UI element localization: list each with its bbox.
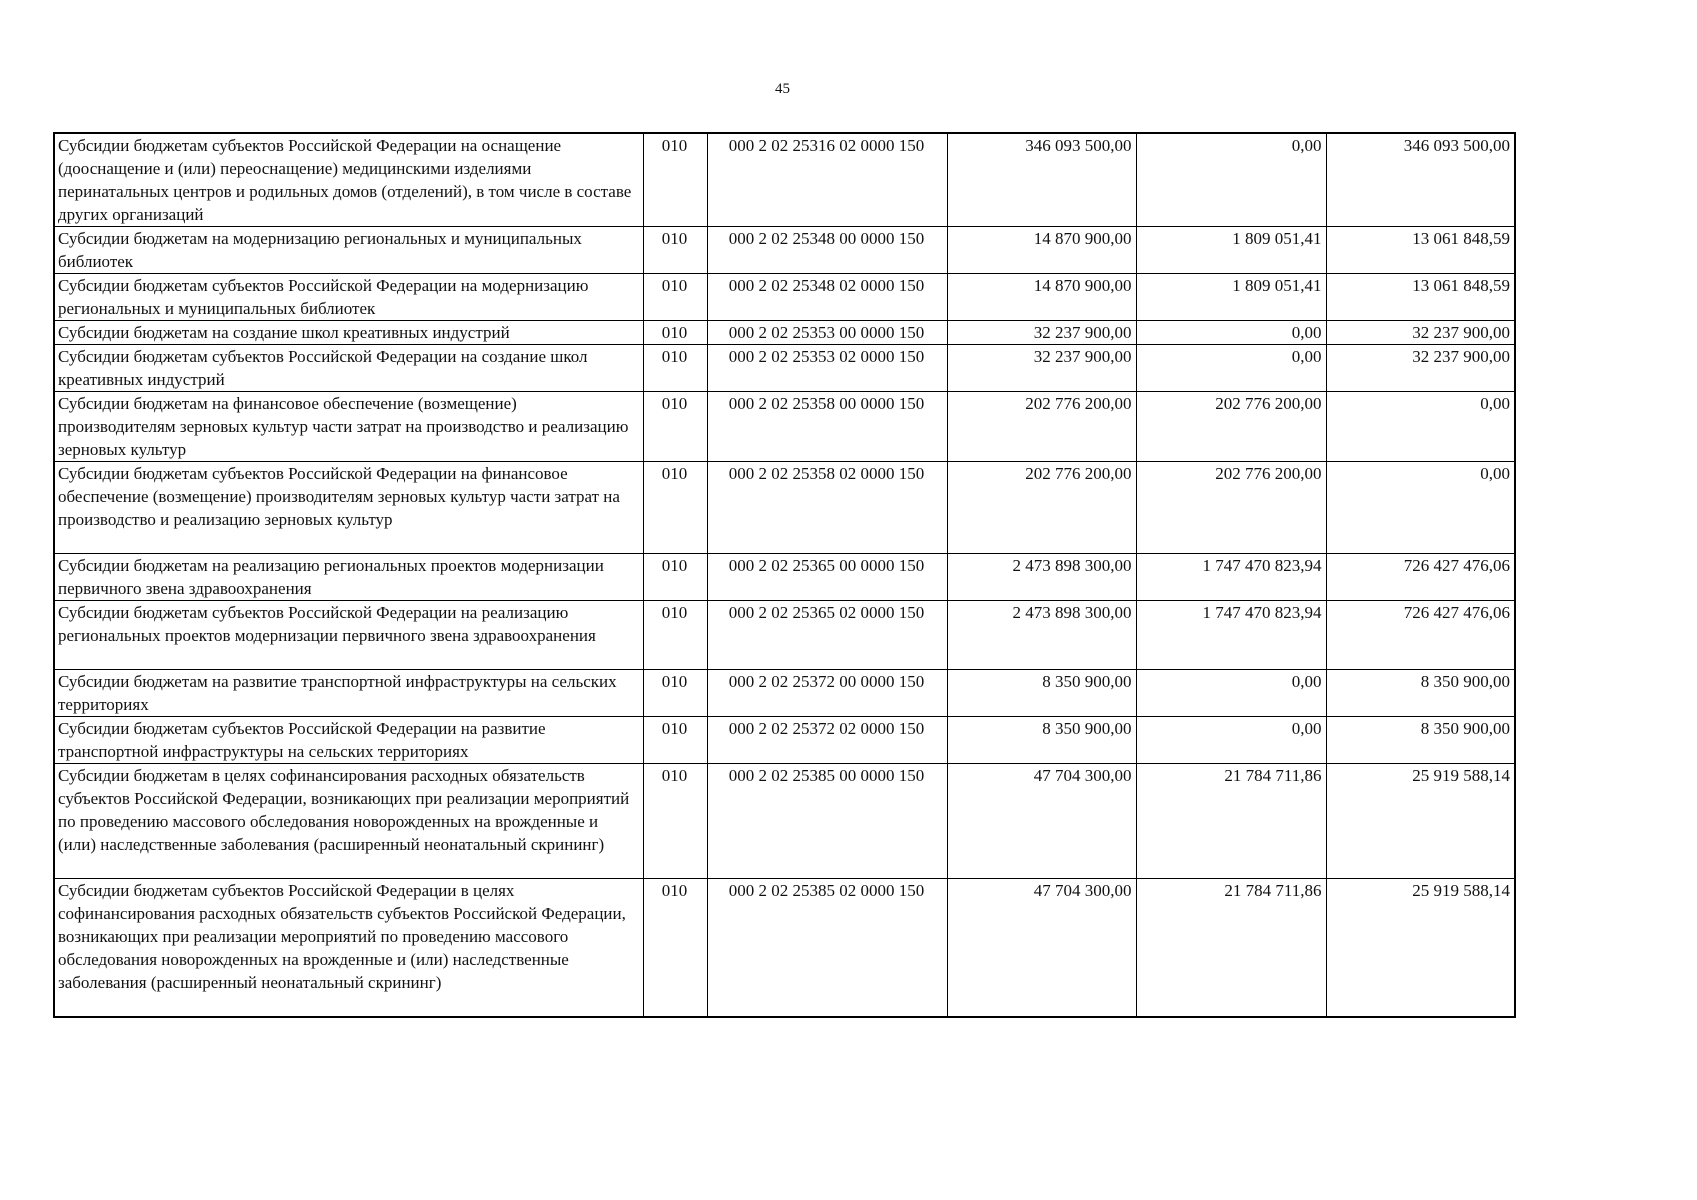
cell-approved: 14 870 900,00	[947, 274, 1136, 321]
cell-approved: 2 473 898 300,00	[947, 554, 1136, 601]
table-row	[54, 392, 1515, 462]
page-number: 45	[775, 81, 790, 97]
table-row	[54, 274, 1515, 321]
cell-line-code: 010	[643, 601, 707, 670]
cell-unexecuted: 726 427 476,06	[1326, 554, 1515, 601]
cell-name: Субсидии бюджетам субъектов Российской Федерации на реализацию региональных проектов модернизации первичного звена здравоохранения	[54, 601, 643, 670]
cell-unexecuted: 32 237 900,00	[1326, 345, 1515, 392]
cell-unexecuted: 25 919 588,14	[1326, 879, 1515, 1017]
table-row	[54, 462, 1515, 554]
cell-unexecuted: 13 061 848,59	[1326, 227, 1515, 274]
cell-executed: 1 747 470 823,94	[1136, 601, 1326, 670]
cell-name: Субсидии бюджетам в целях софинансирования расходных обязательств субъектов Российской Федерации, возникающих при реализации мероприятий по проведению массового обследования новорожденных на врожденные и (или) наследственные заболевания (расширенный неонатальный скрининг)	[54, 764, 643, 879]
cell-line-code: 010	[643, 554, 707, 601]
cell-unexecuted: 8 350 900,00	[1326, 717, 1515, 764]
table-row	[54, 554, 1515, 601]
cell-approved: 346 093 500,00	[947, 133, 1136, 227]
cell-line-code: 010	[643, 133, 707, 227]
cell-budget-code: 000 2 02 25353 00 0000 150	[707, 321, 947, 345]
cell-approved: 14 870 900,00	[947, 227, 1136, 274]
cell-name: Субсидии бюджетам на создание школ креативных индустрий	[54, 321, 643, 345]
cell-approved: 32 237 900,00	[947, 321, 1136, 345]
cell-executed: 202 776 200,00	[1136, 462, 1326, 554]
cell-budget-code: 000 2 02 25372 00 0000 150	[707, 670, 947, 717]
cell-unexecuted: 0,00	[1326, 392, 1515, 462]
cell-line-code: 010	[643, 274, 707, 321]
table-row	[54, 879, 1515, 1017]
cell-name: Субсидии бюджетам субъектов Российской Федерации на создание школ креативных индустрий	[54, 345, 643, 392]
cell-executed: 1 809 051,41	[1136, 227, 1326, 274]
cell-budget-code: 000 2 02 25316 02 0000 150	[707, 133, 947, 227]
cell-name: Субсидии бюджетам субъектов Российской Федерации на оснащение (дооснащение и (или) переоснащение) медицинскими изделиями перинатальных центров и родильных домов (отделений), в том числе в составе других организаций	[54, 133, 643, 227]
table-row	[54, 227, 1515, 274]
cell-executed: 1 809 051,41	[1136, 274, 1326, 321]
cell-approved: 32 237 900,00	[947, 345, 1136, 392]
cell-budget-code: 000 2 02 25365 02 0000 150	[707, 601, 947, 670]
cell-unexecuted: 346 093 500,00	[1326, 133, 1515, 227]
cell-budget-code: 000 2 02 25358 02 0000 150	[707, 462, 947, 554]
cell-approved: 8 350 900,00	[947, 670, 1136, 717]
cell-line-code: 010	[643, 764, 707, 879]
cell-unexecuted: 32 237 900,00	[1326, 321, 1515, 345]
cell-budget-code: 000 2 02 25358 00 0000 150	[707, 392, 947, 462]
cell-executed: 202 776 200,00	[1136, 392, 1326, 462]
cell-budget-code: 000 2 02 25348 02 0000 150	[707, 274, 947, 321]
cell-line-code: 010	[643, 717, 707, 764]
cell-line-code: 010	[643, 227, 707, 274]
cell-budget-code: 000 2 02 25365 00 0000 150	[707, 554, 947, 601]
cell-approved: 47 704 300,00	[947, 764, 1136, 879]
cell-approved: 202 776 200,00	[947, 392, 1136, 462]
cell-name: Субсидии бюджетам на реализацию региональных проектов модернизации первичного звена здравоохранения	[54, 554, 643, 601]
cell-approved: 2 473 898 300,00	[947, 601, 1136, 670]
budget-table	[53, 132, 1516, 1018]
cell-budget-code: 000 2 02 25353 02 0000 150	[707, 345, 947, 392]
cell-line-code: 010	[643, 345, 707, 392]
table-row	[54, 717, 1515, 764]
cell-executed: 1 747 470 823,94	[1136, 554, 1326, 601]
cell-unexecuted: 25 919 588,14	[1326, 764, 1515, 879]
table-row	[54, 764, 1515, 879]
cell-unexecuted: 8 350 900,00	[1326, 670, 1515, 717]
cell-executed: 21 784 711,86	[1136, 879, 1326, 1017]
table-row	[54, 345, 1515, 392]
cell-name: Субсидии бюджетам на финансовое обеспечение (возмещение) производителям зерновых культур части затрат на производство и реализацию зерновых культур	[54, 392, 643, 462]
cell-line-code: 010	[643, 879, 707, 1017]
cell-name: Субсидии бюджетам на развитие транспортной инфраструктуры на сельских территориях	[54, 670, 643, 717]
cell-executed: 0,00	[1136, 345, 1326, 392]
cell-unexecuted: 726 427 476,06	[1326, 601, 1515, 670]
cell-line-code: 010	[643, 462, 707, 554]
table-row	[54, 133, 1515, 227]
cell-budget-code: 000 2 02 25372 02 0000 150	[707, 717, 947, 764]
cell-line-code: 010	[643, 321, 707, 345]
cell-name: Субсидии бюджетам субъектов Российской Федерации в целях софинансирования расходных обязательств субъектов Российской Федерации, возникающих при реализации мероприятий по проведению массового обследования новорожденных на врожденные и (или) наследственные заболевания (расширенный неонатальный скрининг)	[54, 879, 643, 1017]
cell-name: Субсидии бюджетам субъектов Российской Федерации на финансовое обеспечение (возмещение) производителям зерновых культур части затрат на производство и реализацию зерновых культур	[54, 462, 643, 554]
cell-name: Субсидии бюджетам субъектов Российской Федерации на развитие транспортной инфраструктуры на сельских территориях	[54, 717, 643, 764]
cell-executed: 0,00	[1136, 321, 1326, 345]
cell-executed: 0,00	[1136, 670, 1326, 717]
cell-approved: 8 350 900,00	[947, 717, 1136, 764]
cell-budget-code: 000 2 02 25385 00 0000 150	[707, 764, 947, 879]
cell-executed: 0,00	[1136, 717, 1326, 764]
cell-name: Субсидии бюджетам субъектов Российской Федерации на модернизацию региональных и муниципальных библиотек	[54, 274, 643, 321]
cell-line-code: 010	[643, 392, 707, 462]
cell-unexecuted: 0,00	[1326, 462, 1515, 554]
cell-name: Субсидии бюджетам на модернизацию региональных и муниципальных библиотек	[54, 227, 643, 274]
cell-executed: 0,00	[1136, 133, 1326, 227]
cell-budget-code: 000 2 02 25348 00 0000 150	[707, 227, 947, 274]
cell-executed: 21 784 711,86	[1136, 764, 1326, 879]
cell-budget-code: 000 2 02 25385 02 0000 150	[707, 879, 947, 1017]
cell-unexecuted: 13 061 848,59	[1326, 274, 1515, 321]
table-row	[54, 321, 1515, 345]
cell-approved: 47 704 300,00	[947, 879, 1136, 1017]
cell-approved: 202 776 200,00	[947, 462, 1136, 554]
table-row	[54, 670, 1515, 717]
cell-line-code: 010	[643, 670, 707, 717]
table-row	[54, 601, 1515, 670]
